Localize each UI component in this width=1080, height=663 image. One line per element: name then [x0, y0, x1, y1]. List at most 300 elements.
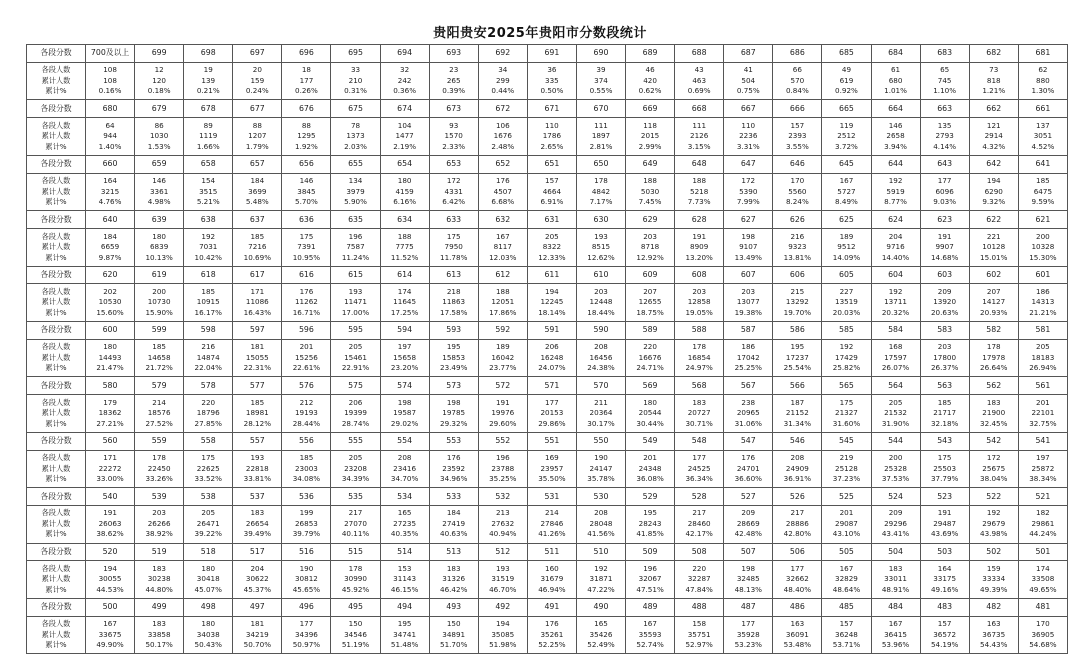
percent-value: 25.82%	[832, 363, 861, 373]
stats-cell	[331, 561, 380, 599]
score-cell: 570	[576, 377, 625, 395]
percent-value: 1.40%	[98, 141, 122, 151]
count-value: 203	[643, 231, 657, 241]
stats-cell	[233, 62, 282, 100]
stats-cell	[822, 228, 871, 266]
percent-value: 34.39%	[341, 474, 370, 484]
score-header-row	[27, 211, 1068, 229]
stats-cell	[86, 505, 135, 543]
score-cell: 523	[920, 488, 969, 506]
stats-cell	[773, 173, 822, 211]
cumulative-value: 19193	[294, 408, 318, 418]
count-value: 205	[545, 231, 559, 241]
stats-cell	[233, 173, 282, 211]
score-cell: 648	[675, 155, 724, 173]
stats-row-labels	[27, 505, 86, 543]
percent-value: 43.98%	[980, 529, 1008, 539]
score-cell: 509	[626, 543, 675, 561]
score-cell: 696	[282, 45, 331, 63]
stats-cell	[724, 616, 773, 654]
stats-cell	[920, 62, 969, 100]
count-value: 12	[154, 65, 164, 75]
cumulative-value: 5218	[690, 186, 709, 196]
percent-value: 1.10%	[933, 86, 957, 96]
score-cell: 485	[822, 598, 871, 616]
percent-value: 40.11%	[341, 529, 370, 539]
score-cell: 486	[773, 598, 822, 616]
count-value: 201	[839, 508, 854, 518]
cumulative-value: 9716	[886, 242, 905, 252]
count-value: 167	[839, 563, 854, 573]
count-value: 170	[790, 176, 805, 186]
cumulative-value: 16676	[638, 352, 662, 362]
cumulative-value: 19587	[393, 408, 417, 418]
percent-value: 28.74%	[341, 418, 370, 428]
percent-value: 31.06%	[734, 418, 762, 428]
score-cell: 544	[871, 432, 920, 450]
stats-cell	[527, 450, 576, 488]
cumulative-value: 1477	[395, 131, 414, 141]
count-label: 各段人数	[41, 563, 71, 573]
count-value: 178	[152, 453, 166, 463]
count-value: 177	[299, 619, 314, 629]
stats-row	[27, 339, 1068, 377]
count-value: 190	[594, 453, 608, 463]
stats-cell	[724, 62, 773, 100]
percent-value: 40.94%	[489, 529, 517, 539]
percent-value: 43.69%	[930, 529, 959, 539]
percent-value: 49.39%	[980, 584, 1008, 594]
stats-cell	[184, 228, 233, 266]
percent-value: 52.97%	[685, 640, 713, 650]
count-value: 180	[397, 176, 412, 186]
score-cell: 656	[282, 155, 331, 173]
stats-row	[27, 505, 1068, 543]
score-cell: 500	[86, 598, 135, 616]
percent-value: 33.52%	[194, 474, 222, 484]
stats-cell	[282, 228, 331, 266]
percent-value: 4.52%	[1031, 141, 1055, 151]
percent-value: 0.26%	[295, 86, 318, 96]
score-cell: 668	[675, 100, 724, 118]
score-cell: 688	[675, 45, 724, 63]
percent-value: 25.25%	[734, 363, 762, 373]
percent-value: 0.69%	[687, 86, 711, 96]
stats-cell	[724, 395, 773, 433]
stats-cell	[822, 118, 871, 156]
stats-cell	[429, 118, 478, 156]
count-value: 174	[1036, 563, 1050, 573]
score-cell: 622	[969, 211, 1018, 229]
cumulative-value: 570	[790, 75, 805, 85]
stats-cell	[969, 616, 1018, 654]
score-cell: 590	[576, 321, 625, 339]
score-header-row	[27, 45, 1068, 63]
count-value: 208	[594, 508, 608, 518]
percent-value: 13.20%	[685, 252, 713, 262]
percent-value: 29.86%	[538, 418, 566, 428]
percent-value: 0.75%	[736, 86, 760, 96]
count-value: 192	[888, 176, 903, 186]
percent-value: 5.90%	[344, 197, 367, 207]
count-value: 194	[545, 286, 559, 296]
count-value: 183	[888, 563, 903, 573]
count-value: 180	[152, 231, 166, 241]
stats-cell	[527, 284, 576, 322]
count-value: 176	[545, 619, 559, 629]
stats-cell	[86, 450, 135, 488]
cumulative-value: 4507	[493, 186, 512, 196]
percent-value: 4.32%	[982, 141, 1006, 151]
score-header-row	[27, 543, 1068, 561]
score-cell: 606	[773, 266, 822, 284]
cumulative-value: 463	[692, 75, 707, 85]
cumulative-value: 24525	[687, 463, 711, 473]
stats-cell	[724, 505, 773, 543]
stats-cell	[380, 616, 429, 654]
score-cell: 548	[675, 432, 724, 450]
cumulative-value: 1119	[199, 131, 218, 141]
cumulative-value: 20727	[687, 408, 711, 418]
count-value: 172	[446, 176, 461, 186]
stats-cell	[380, 118, 429, 156]
score-cell: 659	[135, 155, 184, 173]
cumulative-value: 28048	[589, 518, 613, 528]
count-value: 165	[594, 619, 608, 629]
stats-cell	[871, 505, 920, 543]
cumulative-value: 22101	[1031, 408, 1055, 418]
stats-row	[27, 284, 1068, 322]
cumulative-value: 17042	[736, 352, 760, 362]
count-value: 183	[692, 397, 707, 407]
percent-value: 7.99%	[736, 197, 760, 207]
percent-value: 39.79%	[292, 529, 321, 539]
stats-cell	[675, 339, 724, 377]
stats-cell	[478, 395, 527, 433]
percent-value: 30.17%	[587, 418, 615, 428]
score-cell: 567	[724, 377, 773, 395]
cumulative-value: 34038	[196, 629, 220, 639]
score-cell: 607	[724, 266, 773, 284]
score-cell: 541	[1018, 432, 1067, 450]
score-cell: 661	[1018, 100, 1067, 118]
stats-cell	[576, 450, 625, 488]
cumulative-value: 34891	[442, 629, 466, 639]
score-header-row	[27, 266, 1068, 284]
count-value: 185	[201, 286, 216, 296]
count-value: 183	[152, 563, 166, 573]
count-value: 176	[495, 176, 510, 186]
stats-cell	[380, 395, 429, 433]
stats-cell	[724, 450, 773, 488]
cumulative-value: 22450	[147, 463, 171, 473]
score-cell: 498	[184, 598, 233, 616]
percent-label: 累计%	[45, 640, 67, 650]
score-cell: 609	[626, 266, 675, 284]
score-cell: 504	[871, 543, 920, 561]
count-value: 178	[692, 342, 707, 352]
stats-cell	[527, 616, 576, 654]
score-cell: 662	[969, 100, 1018, 118]
stats-cell	[478, 173, 527, 211]
score-cell: 588	[675, 321, 724, 339]
stats-cell	[773, 62, 822, 100]
stats-cell	[429, 339, 478, 377]
cumulative-value: 21717	[933, 408, 957, 418]
stats-cell	[871, 228, 920, 266]
count-value: 220	[643, 342, 657, 352]
cumulative-value: 139	[201, 75, 216, 85]
score-cell: 685	[822, 45, 871, 63]
count-value: 158	[692, 619, 707, 629]
count-value: 163	[790, 619, 805, 629]
stats-cell	[282, 616, 331, 654]
cumulative-value: 30418	[196, 574, 220, 584]
cumulative-value: 13711	[884, 297, 907, 307]
score-cell: 700及以上	[86, 45, 135, 63]
stats-cell	[871, 173, 920, 211]
percent-value: 2.65%	[540, 141, 564, 151]
count-value: 88	[301, 120, 311, 130]
stats-cell	[773, 395, 822, 433]
score-cell: 574	[380, 377, 429, 395]
cumulative-value: 19976	[491, 408, 515, 418]
stats-cell	[86, 62, 135, 100]
percent-value: 16.17%	[194, 307, 222, 317]
count-value: 217	[692, 508, 707, 518]
count-value: 202	[103, 286, 117, 296]
stats-cell	[675, 561, 724, 599]
percent-value: 7.45%	[638, 197, 662, 207]
score-cell: 636	[282, 211, 331, 229]
percent-value: 24.97%	[685, 363, 713, 373]
percent-value: 37.53%	[881, 474, 910, 484]
percent-value: 0.55%	[589, 86, 613, 96]
score-cell: 559	[135, 432, 184, 450]
cumulative-value: 29679	[982, 518, 1006, 528]
stats-cell	[478, 616, 527, 654]
cumulative-value: 9512	[837, 242, 856, 252]
count-label: 各段人数	[41, 176, 71, 186]
score-cell: 592	[478, 321, 527, 339]
percent-label: 累计%	[45, 307, 67, 317]
count-value: 180	[103, 342, 117, 352]
percent-value: 51.48%	[390, 640, 419, 650]
percent-value: 37.23%	[832, 474, 861, 484]
count-value: 203	[741, 286, 756, 296]
score-cell: 571	[527, 377, 576, 395]
score-distribution-table	[26, 44, 1068, 654]
cumulative-value: 120	[152, 75, 166, 85]
count-value: 36	[547, 65, 557, 75]
cumulative-label: 累计人数	[41, 574, 71, 584]
score-row-label: 各段分数	[27, 543, 86, 561]
stats-row	[27, 395, 1068, 433]
percent-value: 50.97%	[292, 640, 321, 650]
cumulative-value: 10530	[98, 297, 122, 307]
count-value: 169	[545, 453, 559, 463]
score-cell: 531	[527, 488, 576, 506]
percent-value: 9.59%	[1031, 197, 1055, 207]
percent-value: 2.81%	[589, 141, 613, 151]
percent-value: 20.93%	[980, 307, 1008, 317]
cumulative-value: 1373	[346, 131, 365, 141]
score-cell: 666	[773, 100, 822, 118]
count-value: 177	[937, 176, 952, 186]
percent-value: 0.62%	[638, 86, 662, 96]
percent-value: 26.07%	[881, 363, 910, 373]
count-value: 157	[790, 120, 805, 130]
cumulative-value: 30238	[147, 574, 171, 584]
cumulative-value: 25128	[835, 463, 858, 473]
cumulative-value: 31326	[442, 574, 466, 584]
percent-value: 51.98%	[489, 640, 517, 650]
score-cell: 650	[576, 155, 625, 173]
stats-cell	[822, 450, 871, 488]
stats-cell	[135, 173, 184, 211]
cumulative-value: 2126	[690, 131, 709, 141]
percent-value: 14.09%	[832, 252, 861, 262]
percent-value: 36.91%	[783, 474, 812, 484]
cumulative-label: 累计人数	[41, 186, 71, 196]
count-value: 64	[105, 120, 115, 130]
count-value: 175	[201, 453, 216, 463]
stats-cell	[626, 228, 675, 266]
percent-value: 54.43%	[980, 640, 1008, 650]
count-value: 137	[1036, 120, 1050, 130]
cumulative-value: 7587	[346, 242, 365, 252]
count-value: 164	[103, 176, 117, 186]
cumulative-value: 12051	[491, 297, 515, 307]
score-cell: 552	[478, 432, 527, 450]
count-value: 220	[692, 563, 707, 573]
percent-value: 31.60%	[832, 418, 861, 428]
cumulative-value: 8515	[591, 242, 611, 252]
stats-cell	[184, 62, 233, 100]
stats-cell	[822, 173, 871, 211]
stats-cell	[429, 284, 478, 322]
score-cell: 598	[184, 321, 233, 339]
score-cell: 515	[331, 543, 380, 561]
score-cell: 547	[724, 432, 773, 450]
score-cell: 542	[969, 432, 1018, 450]
score-cell: 538	[184, 488, 233, 506]
stats-row	[27, 62, 1068, 100]
score-cell: 501	[1018, 543, 1067, 561]
score-cell: 667	[724, 100, 773, 118]
percent-value: 5.21%	[196, 197, 220, 207]
cumulative-value: 1786	[542, 131, 562, 141]
cumulative-label: 累计人数	[41, 408, 71, 418]
stats-cell	[478, 228, 527, 266]
count-value: 193	[348, 286, 363, 296]
cumulative-value: 15461	[344, 352, 367, 362]
percent-value: 44.53%	[96, 584, 124, 594]
count-value: 34	[498, 65, 508, 75]
count-value: 184	[103, 231, 117, 241]
score-cell: 543	[920, 432, 969, 450]
stats-cell	[233, 228, 282, 266]
stats-cell	[675, 284, 724, 322]
percent-value: 42.17%	[685, 529, 713, 539]
stats-cell	[429, 505, 478, 543]
count-value: 180	[201, 619, 216, 629]
percent-value: 2.19%	[393, 141, 417, 151]
percent-value: 0.21%	[196, 86, 220, 96]
percent-value: 46.15%	[390, 584, 419, 594]
stats-cell	[331, 505, 380, 543]
cumulative-value: 108	[103, 75, 117, 85]
stats-row-labels	[27, 62, 86, 100]
cumulative-label: 累计人数	[41, 242, 71, 252]
cumulative-value: 9107	[739, 242, 758, 252]
score-cell: 594	[380, 321, 429, 339]
cumulative-value: 20544	[638, 408, 662, 418]
stats-cell	[86, 228, 135, 266]
stats-cell	[478, 505, 527, 543]
cumulative-value: 1207	[248, 131, 267, 141]
count-value: 170	[1036, 619, 1050, 629]
cumulative-value: 680	[888, 75, 903, 85]
cumulative-value: 7391	[297, 242, 316, 252]
percent-value: 34.96%	[440, 474, 468, 484]
score-cell: 530	[576, 488, 625, 506]
stats-cell	[233, 561, 282, 599]
score-cell: 642	[969, 155, 1018, 173]
count-value: 181	[250, 619, 265, 629]
percent-value: 40.63%	[440, 529, 468, 539]
score-cell: 518	[184, 543, 233, 561]
count-label: 各段人数	[41, 286, 71, 296]
percent-value: 5.70%	[295, 197, 318, 207]
score-cell: 677	[233, 100, 282, 118]
stats-cell	[86, 561, 135, 599]
cumulative-value: 21532	[884, 408, 907, 418]
stats-row	[27, 173, 1068, 211]
percent-value: 36.34%	[685, 474, 713, 484]
cumulative-value: 36905	[1031, 629, 1055, 639]
count-value: 209	[741, 508, 756, 518]
count-value: 191	[495, 397, 510, 407]
stats-cell	[282, 395, 331, 433]
score-cell: 582	[969, 321, 1018, 339]
score-cell: 601	[1018, 266, 1067, 284]
cumulative-value: 6659	[100, 242, 120, 252]
cumulative-value: 26266	[147, 518, 171, 528]
stats-cell	[478, 284, 527, 322]
percent-value: 51.70%	[440, 640, 468, 650]
percent-value: 6.16%	[393, 197, 417, 207]
stats-cell	[478, 450, 527, 488]
count-value: 183	[446, 563, 461, 573]
stats-cell	[331, 118, 380, 156]
count-value: 88	[252, 120, 262, 130]
count-label: 各段人数	[41, 120, 71, 130]
stats-cell	[429, 228, 478, 266]
stats-cell	[184, 284, 233, 322]
cumulative-value: 4159	[395, 186, 414, 196]
score-header-row	[27, 155, 1068, 173]
cumulative-value: 32485	[736, 574, 760, 584]
count-value: 153	[397, 563, 412, 573]
cumulative-value: 18183	[1031, 352, 1055, 362]
percent-value: 22.91%	[341, 363, 370, 373]
stats-cell	[135, 561, 184, 599]
stats-cell	[331, 173, 380, 211]
cumulative-value: 11262	[294, 297, 318, 307]
cumulative-value: 7216	[248, 242, 267, 252]
count-value: 192	[839, 342, 854, 352]
